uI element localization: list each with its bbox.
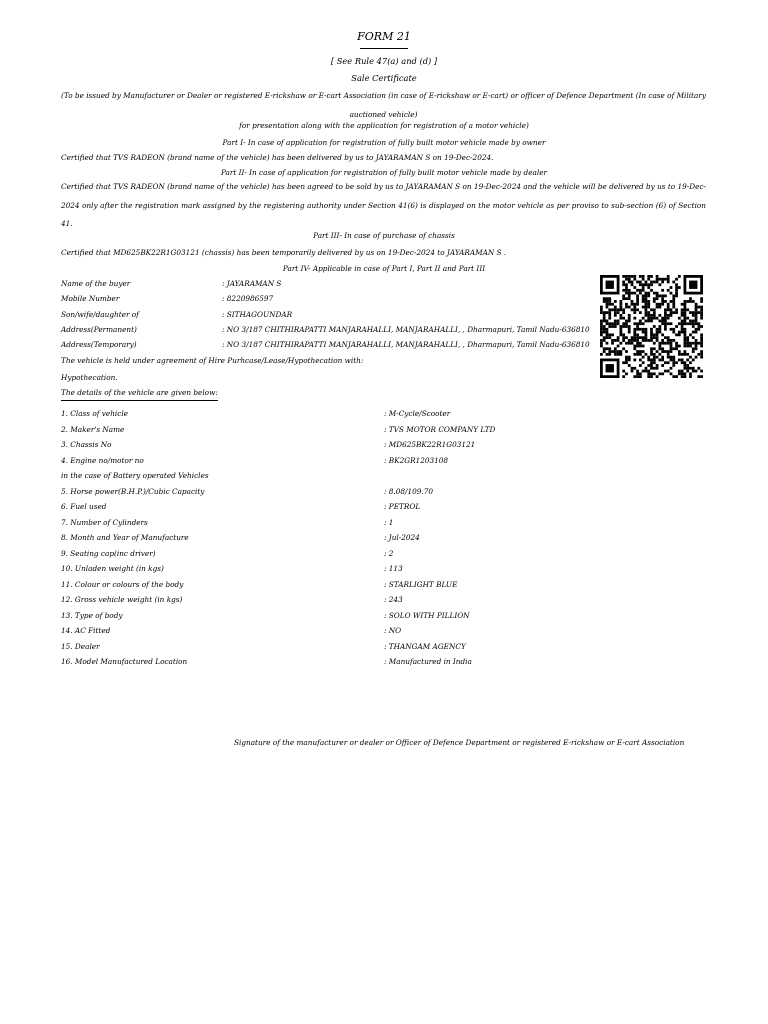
detail-label: 11. Colour or colours of the body — [61, 580, 184, 589]
part1-heading: Part I- In case of application for registration of fully built motor vehicle made by owner — [222, 138, 546, 147]
detail-value: : SOLO WITH PILLION — [384, 611, 470, 620]
detail-value: : 243 — [384, 595, 403, 604]
buyer-value: : 8220986597 — [222, 294, 274, 303]
detail-value: : 1 — [384, 518, 394, 527]
details-heading: The details of the vehicle are given below: — [61, 388, 218, 401]
qr-code-icon — [598, 275, 705, 378]
detail-value: : TVS MOTOR COMPANY LTD — [384, 425, 496, 434]
part2-text: Certified that TVS RADEON (brand name of the vehicle) has been agreed to be sold by us to JAYARAMAN S on 19-Dec-2024 and the vehicle will be delivered by us to 19-Dec-2024 only after the registration mark assigned by the registering authority under Section 41(6) is displayed on the motor vehicle as per proviso to sub-section (6) of Section 41. — [61, 182, 706, 228]
part3-heading: Part III- In case of purchase of chassis — [313, 231, 455, 240]
part1-text: Certified that TVS RADEON (brand name of the vehicle) has been delivered by us to JAYARAMAN S on 19-Dec-2024. — [61, 153, 494, 162]
agreement-line: The vehicle is held under agreement of Hire Purhcase/Lease/Hypothecation with: — [61, 356, 364, 365]
detail-label: 13. Type of body — [61, 611, 123, 620]
detail-label: 15. Dealer — [61, 642, 100, 651]
buyer-value: : NO 3/187 CHITHIRAPATTI MANJARAHALLI, MANJARAHALLI, , Dharmapuri, Tamil Nadu-636810 — [222, 325, 590, 334]
detail-value: : M-Cycle/Scooter — [384, 409, 451, 418]
detail-value: : STARLIGHT BLUE — [384, 580, 458, 589]
issued-by-note: (To be issued by Manufacturer or Dealer or registered E-rickshaw or E-cart Association (in case of E-rickshaw or E-cart) or officer of Defence Department (In case of Military auctioned vehicle) — [61, 91, 706, 119]
detail-label: 16. Model Manufactured Location — [61, 657, 188, 666]
detail-value: : NO — [384, 626, 402, 635]
detail-value: : PETROL — [384, 502, 421, 511]
buyer-label: Address(Temporary) — [61, 340, 137, 349]
detail-value: : Manufactured in India — [384, 657, 472, 666]
detail-label: 14. AC Fitted — [61, 626, 111, 635]
signature-caption: Signature of the manufacturer or dealer or Officer of Defence Department or registered E-rickshaw or E-cart Association — [234, 738, 685, 747]
detail-value: : BK2GR1203108 — [384, 456, 449, 465]
detail-label: 9. Seating cap(inc driver) — [61, 549, 156, 558]
detail-label: 6. Fuel used — [61, 502, 107, 511]
presentation-note: for presentation along with the application for registration of a motor vehicle) — [239, 121, 529, 130]
buyer-value: : NO 3/187 CHITHIRAPATTI MANJARAHALLI, MANJARAHALLI, , Dharmapuri, Tamil Nadu-636810 — [222, 340, 590, 349]
detail-label: 4. Engine no/motor no — [61, 456, 144, 465]
buyer-value: : JAYARAMAN S — [222, 279, 282, 288]
certificate-subtitle: Sale Certificate — [351, 73, 417, 83]
part3-text: Certified that MD625BK22R1G03121 (chassis) has been temporarily delivered by us on 19-Dec-2024 to JAYARAMAN S . — [61, 248, 507, 257]
detail-label: 3. Chassis No — [61, 440, 112, 449]
detail-label: 10. Unladen weight (in kgs) — [61, 564, 164, 573]
buyer-label: Name of the buyer — [61, 279, 131, 288]
detail-label: 12. Gross vehicle weight (in kgs) — [61, 595, 183, 604]
detail-label: 7. Number of Cylinders — [61, 518, 148, 527]
detail-value: : 113 — [384, 564, 403, 573]
title-underline — [360, 48, 408, 49]
buyer-label: Son/wife/daughter of — [61, 310, 139, 319]
buyer-label: Mobile Number — [61, 294, 120, 303]
buyer-value: : SITHAGOUNDAR — [222, 310, 293, 319]
detail-value: : Jul-2024 — [384, 533, 420, 542]
detail-label: in the case of Battery operated Vehicles — [61, 471, 209, 480]
detail-label: 2. Maker's Name — [61, 425, 125, 434]
form-title: FORM 21 — [357, 30, 411, 43]
detail-label: 8. Month and Year of Manufacture — [61, 533, 189, 542]
buyer-label: Address(Permanent) — [61, 325, 137, 334]
detail-value: : 2 — [384, 549, 394, 558]
detail-label: 1. Class of vehicle — [61, 409, 128, 418]
rule-reference: [ See Rule 47(a) and (d) ] — [330, 56, 438, 66]
detail-value: : THANGAM AGENCY — [384, 642, 466, 651]
detail-value: : MD625BK22R1G03121 — [384, 440, 476, 449]
detail-value: : 8.08/109.70 — [384, 487, 434, 496]
hypothecation-line: Hypothecation. — [61, 373, 118, 382]
detail-label: 5. Horse power(B.H.P.)/Cubic Capacity — [61, 487, 205, 496]
part2-heading: Part II- In case of application for registration of fully built motor vehicle made by dealer — [220, 168, 548, 177]
part4-heading: Part IV- Applicable in case of Part I, Part II and Part III — [282, 264, 486, 273]
